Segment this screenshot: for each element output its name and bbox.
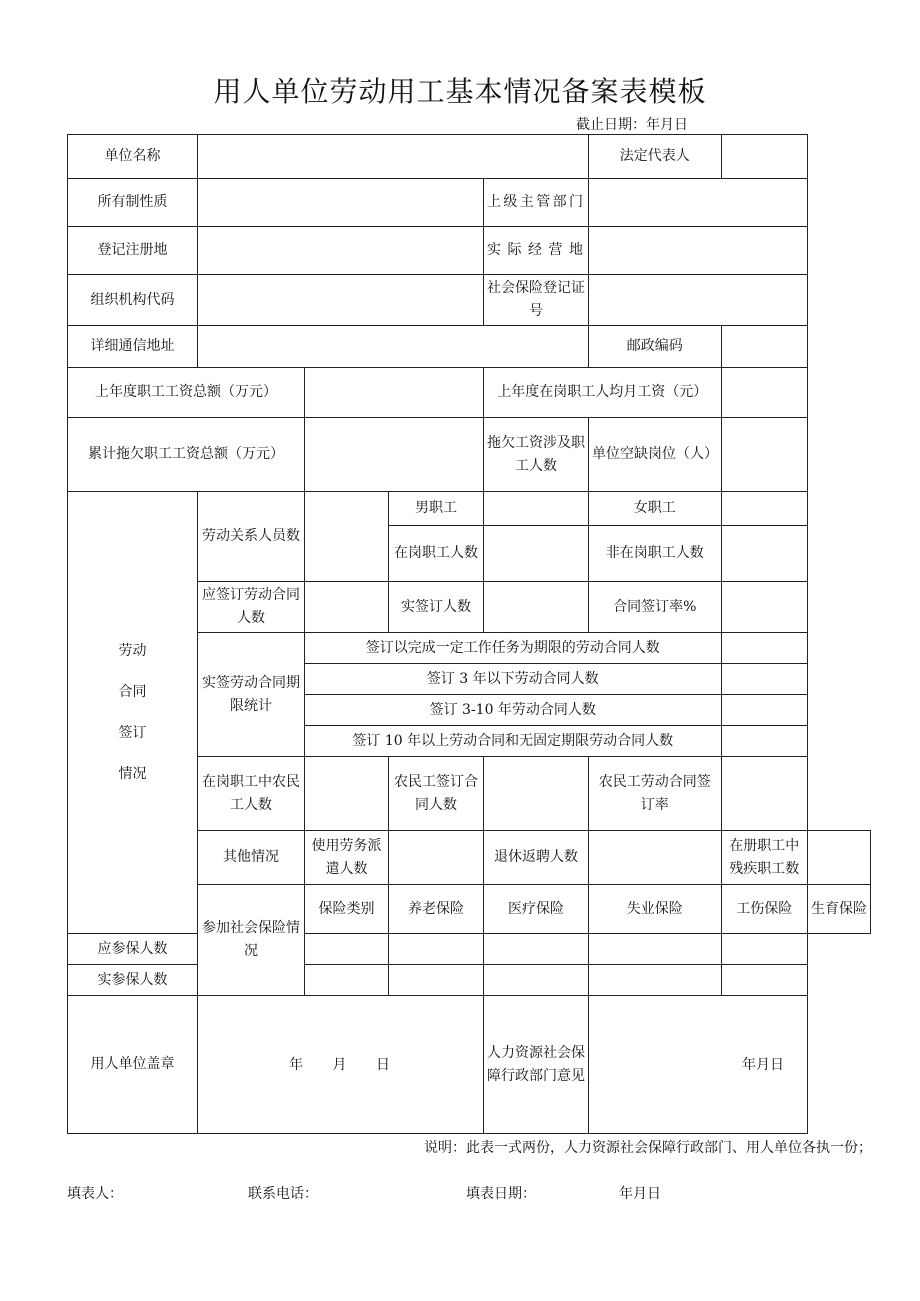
insurance-type-label: 保险类别 [305,885,389,934]
medical-label: 医疗保险 [484,885,589,934]
should-sign-field[interactable] [305,582,389,633]
postcode-label: 邮政编码 [589,326,722,368]
actual-sign-label: 实签订人数 [389,582,484,633]
term-item-2-field[interactable] [721,664,808,695]
avg-wage-label: 上年度在岗职工人均月工资（元） [484,368,722,418]
male-label: 男职工 [389,492,484,526]
term-item-3-label: 签订 3-10 年劳动合同人数 [305,695,722,726]
org-code-label: 组织机构代码 [68,275,198,326]
row-wage-total [68,368,871,418]
sign-rate-label: 合同签订率% [589,582,722,633]
actual-insure-label: 实参保人数 [68,965,198,996]
ownership-label: 所有制性质 [68,179,198,227]
row-arrears [68,418,871,492]
social-ins-reg-field[interactable] [589,275,808,326]
row-insurance-should [68,934,871,965]
hr-dept-date: 年 月 日 [742,1056,785,1073]
female-label: 女职工 [589,492,722,526]
should-pension-field[interactable] [305,934,389,965]
actual-pension-field[interactable] [305,965,389,996]
dispatch-label: 使用劳务派遣人数 [305,831,389,885]
term-item-4-label: 签订 10 年以上劳动合同和无固定期限劳动合同人数 [305,726,722,757]
actual-medical-field[interactable] [389,965,484,996]
sign-rate-field[interactable] [721,582,808,633]
row-org-code [68,275,871,326]
rehired-label: 退休返聘人数 [484,831,589,885]
migrant-rate-field[interactable] [721,757,808,831]
row-gender-header [68,492,871,526]
insurance-label: 参加社会保险情况 [198,885,305,996]
off-post-label: 非在岗职工人数 [589,526,722,582]
injury-label: 工伤保险 [721,885,808,934]
should-sign-label: 应签订劳动合同人数 [198,582,305,633]
term-stats-label: 实签劳动合同期限统计 [198,633,305,757]
fill-date-value: 年月日 [619,1186,661,1202]
disabled-field[interactable] [808,831,871,885]
vacancies-label: 单位空缺岗位（人） [589,418,722,492]
term-item-2-label: 签订 3 年以下劳动合同人数 [305,664,722,695]
migrant-signed-field[interactable] [484,757,589,831]
cutoff-date: 截止日期：年月日 [576,117,688,133]
should-medical-field[interactable] [389,934,484,965]
unit-name-field[interactable] [198,135,589,179]
arrears-people-label: 拖欠工资涉及职工人数 [484,418,589,492]
legal-rep-label: 法定代表人 [589,135,722,179]
row-seal [68,996,871,1134]
term-item-4-field[interactable] [721,726,808,757]
reg-place-field[interactable] [198,227,484,275]
dispatch-field[interactable] [389,831,484,885]
should-injury-field[interactable] [589,934,722,965]
vacancies-field[interactable] [721,418,808,492]
should-unemployment-field[interactable] [484,934,589,965]
actual-unemployment-field[interactable] [484,965,589,996]
employer-seal-label: 用人单位盖章 [68,996,198,1134]
arrears-total-field[interactable] [305,418,484,492]
fill-date-label: 填表日期： [466,1186,536,1202]
filing-form-table [67,134,871,1134]
rehired-field[interactable] [589,831,722,885]
avg-wage-field[interactable] [721,368,808,418]
superior-dept-field[interactable] [589,179,808,227]
migrant-rate-label: 农民工劳动合同签订率 [589,757,722,831]
form-note: 说明：此表一式两份，人力资源社会保障行政部门、用人单位各执一份； [424,1140,872,1156]
contract-section-label: 劳动 合同 签订 情况 [68,492,198,934]
migrant-signed-label: 农民工签订合同人数 [389,757,484,831]
row-insurance-actual [68,965,871,996]
postcode-field[interactable] [721,326,808,368]
actual-place-field[interactable] [589,227,808,275]
should-maternity-field[interactable] [721,934,808,965]
maternity-label: 生育保险 [808,885,871,934]
actual-maternity-field[interactable] [721,965,808,996]
legal-rep-field[interactable] [721,135,808,179]
term-item-1-field[interactable] [721,633,808,664]
female-field[interactable] [721,492,808,526]
term-item-3-field[interactable] [721,695,808,726]
ownership-field[interactable] [198,179,484,227]
should-insure-label: 应参保人数 [68,934,198,965]
hr-dept-opinion-area[interactable] [589,996,808,1134]
off-post-field[interactable] [721,526,808,582]
unit-name-label: 单位名称 [68,135,198,179]
migrant-workers-field[interactable] [305,757,389,831]
migrant-workers-label: 在岗职工中农民工人数 [198,757,305,831]
employer-seal-area[interactable] [198,996,484,1134]
row-unit-name [68,135,871,179]
arrears-total-label: 累计拖欠职工工资总额（万元） [68,418,305,492]
labor-relation-count-label: 劳动关系人员数 [198,492,305,582]
actual-sign-field[interactable] [484,582,589,633]
address-label: 详细通信地址 [68,326,198,368]
wage-total-field[interactable] [305,368,484,418]
on-post-field[interactable] [484,526,589,582]
page-title: 用人单位劳动用工基本情况备案表模板 [213,75,707,108]
phone-label: 联系电话： [248,1186,318,1202]
filler-label: 填表人： [67,1186,123,1202]
labor-relation-count-field[interactable] [305,492,389,582]
term-item-1-label: 签订以完成一定工作任务为期限的劳动合同人数 [305,633,722,664]
superior-dept-label: 上级主管部门 [484,179,589,227]
row-reg-place [68,227,871,275]
actual-place-label: 实际经营地 [484,227,589,275]
org-code-field[interactable] [198,275,484,326]
unemployment-label: 失业保险 [589,885,722,934]
pension-label: 养老保险 [389,885,484,934]
reg-place-label: 登记注册地 [68,227,198,275]
row-address [68,326,871,368]
employer-seal-date: 年 月 日 [289,1056,390,1073]
male-field[interactable] [484,492,589,526]
social-ins-reg-label: 社会保险登记证号 [484,275,589,326]
on-post-label: 在岗职工人数 [389,526,484,582]
hr-dept-label: 人力资源社会保障行政部门意见 [484,996,589,1134]
wage-total-label: 上年度职工工资总额（万元） [68,368,305,418]
row-ownership [68,179,871,227]
address-field[interactable] [198,326,589,368]
actual-injury-field[interactable] [589,965,722,996]
other-label: 其他情况 [198,831,305,885]
disabled-label: 在册职工中残疾职工数 [721,831,808,885]
